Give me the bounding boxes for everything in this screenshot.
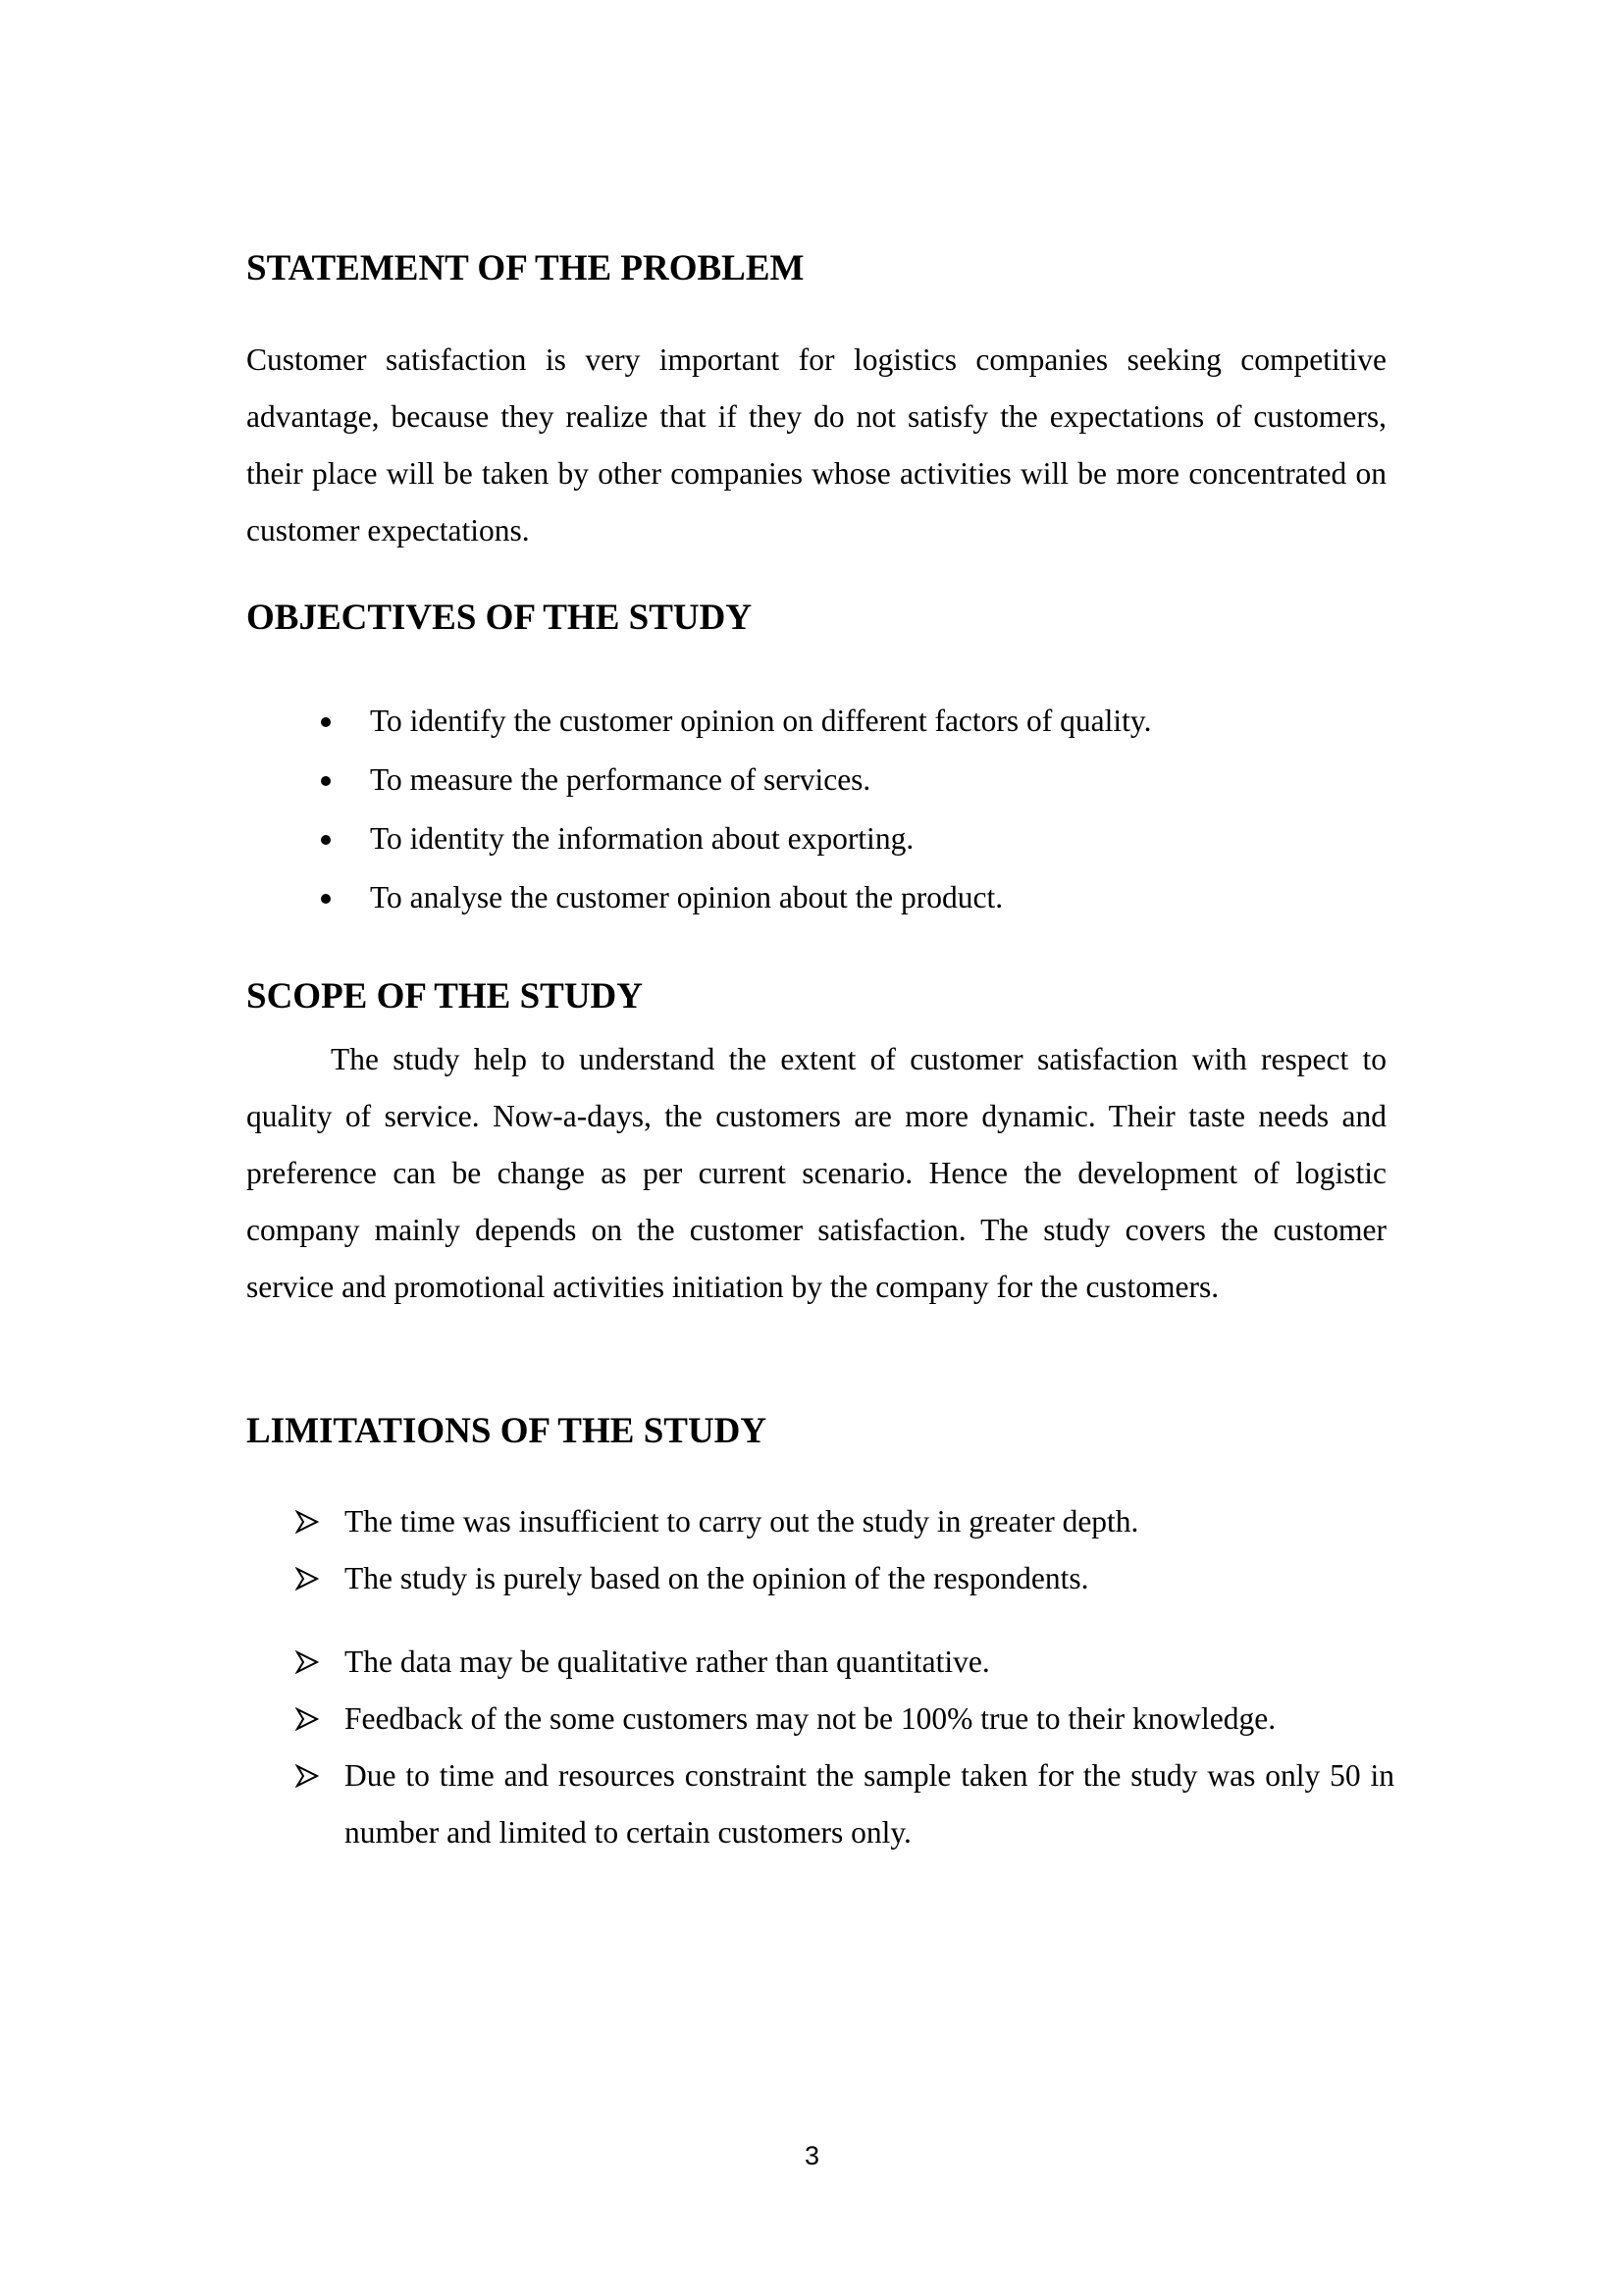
paragraph-statement-of-problem: Customer satisfaction is very important for logistics companies seeking competitive advantage, because they realize that if they do not satisfy the expectations of customers, their place will be taken by other companies whose activities will be more concentrated on customer expectations. [246,342,1387,548]
bullet-icon [321,776,331,786]
limitations-list [246,1493,1394,1861]
heading-objectives: OBJECTIVES OF THE STUDY [246,598,753,638]
list-item [246,868,1394,927]
arrow-bullet-icon [295,1650,319,1674]
list-item-text: The time was insufficient to carry out the study in greater depth. [344,1504,1139,1539]
bullet-icon [321,717,331,727]
list-item [246,1493,1394,1550]
heading-statement-of-problem: STATEMENT OF THE PROBLEM [246,248,805,288]
list-item [246,809,1394,868]
list-item [246,1747,1394,1861]
page-number: 3 [804,2141,820,2170]
paragraph-scope: The study help to understand the extent of customer satisfaction with respect to quality of service. Now-a-days, the customers are more dynamic. Their taste needs and preference can be change as per current scenario. Hence the development of logistic company mainly depends on the customer satisfaction. The study covers the customer service and promotional activities initiation by the company for the customers. [246,1042,1387,1304]
arrow-bullet-icon [295,1510,319,1534]
list-item [246,692,1394,751]
list-item [246,1550,1394,1607]
list-item-text: Feedback of the some customers may not be 100% true to their knowledge. [344,1701,1277,1736]
arrow-bullet-icon [295,1567,319,1591]
arrow-bullet-icon [295,1764,319,1788]
bullet-icon [321,894,331,904]
list-item [246,1634,1394,1691]
list-item-text: To identify the customer opinion on different factors of quality. [370,704,1152,738]
objectives-list [246,692,1394,927]
bullet-icon [321,835,331,845]
heading-limitations: LIMITATIONS OF THE STUDY [246,1411,767,1451]
list-item-text: Due to time and resources constraint the sample taken for the study was only 50 in number and limited to certain customers only. [344,1758,1394,1850]
heading-scope: SCOPE OF THE STUDY [246,976,644,1017]
list-item-text: To identity the information about exporting. [370,821,915,856]
list-item-text: The data may be qualitative rather than quantitative. [344,1644,990,1679]
list-item-text: To analyse the customer opinion about the product. [370,880,1004,914]
list-item-text: The study is purely based on the opinion of the respondents. [344,1561,1089,1595]
list-item [246,751,1394,809]
list-item-text: To measure the performance of services. [370,762,871,797]
list-item [246,1691,1394,1747]
arrow-bullet-icon [295,1707,319,1731]
